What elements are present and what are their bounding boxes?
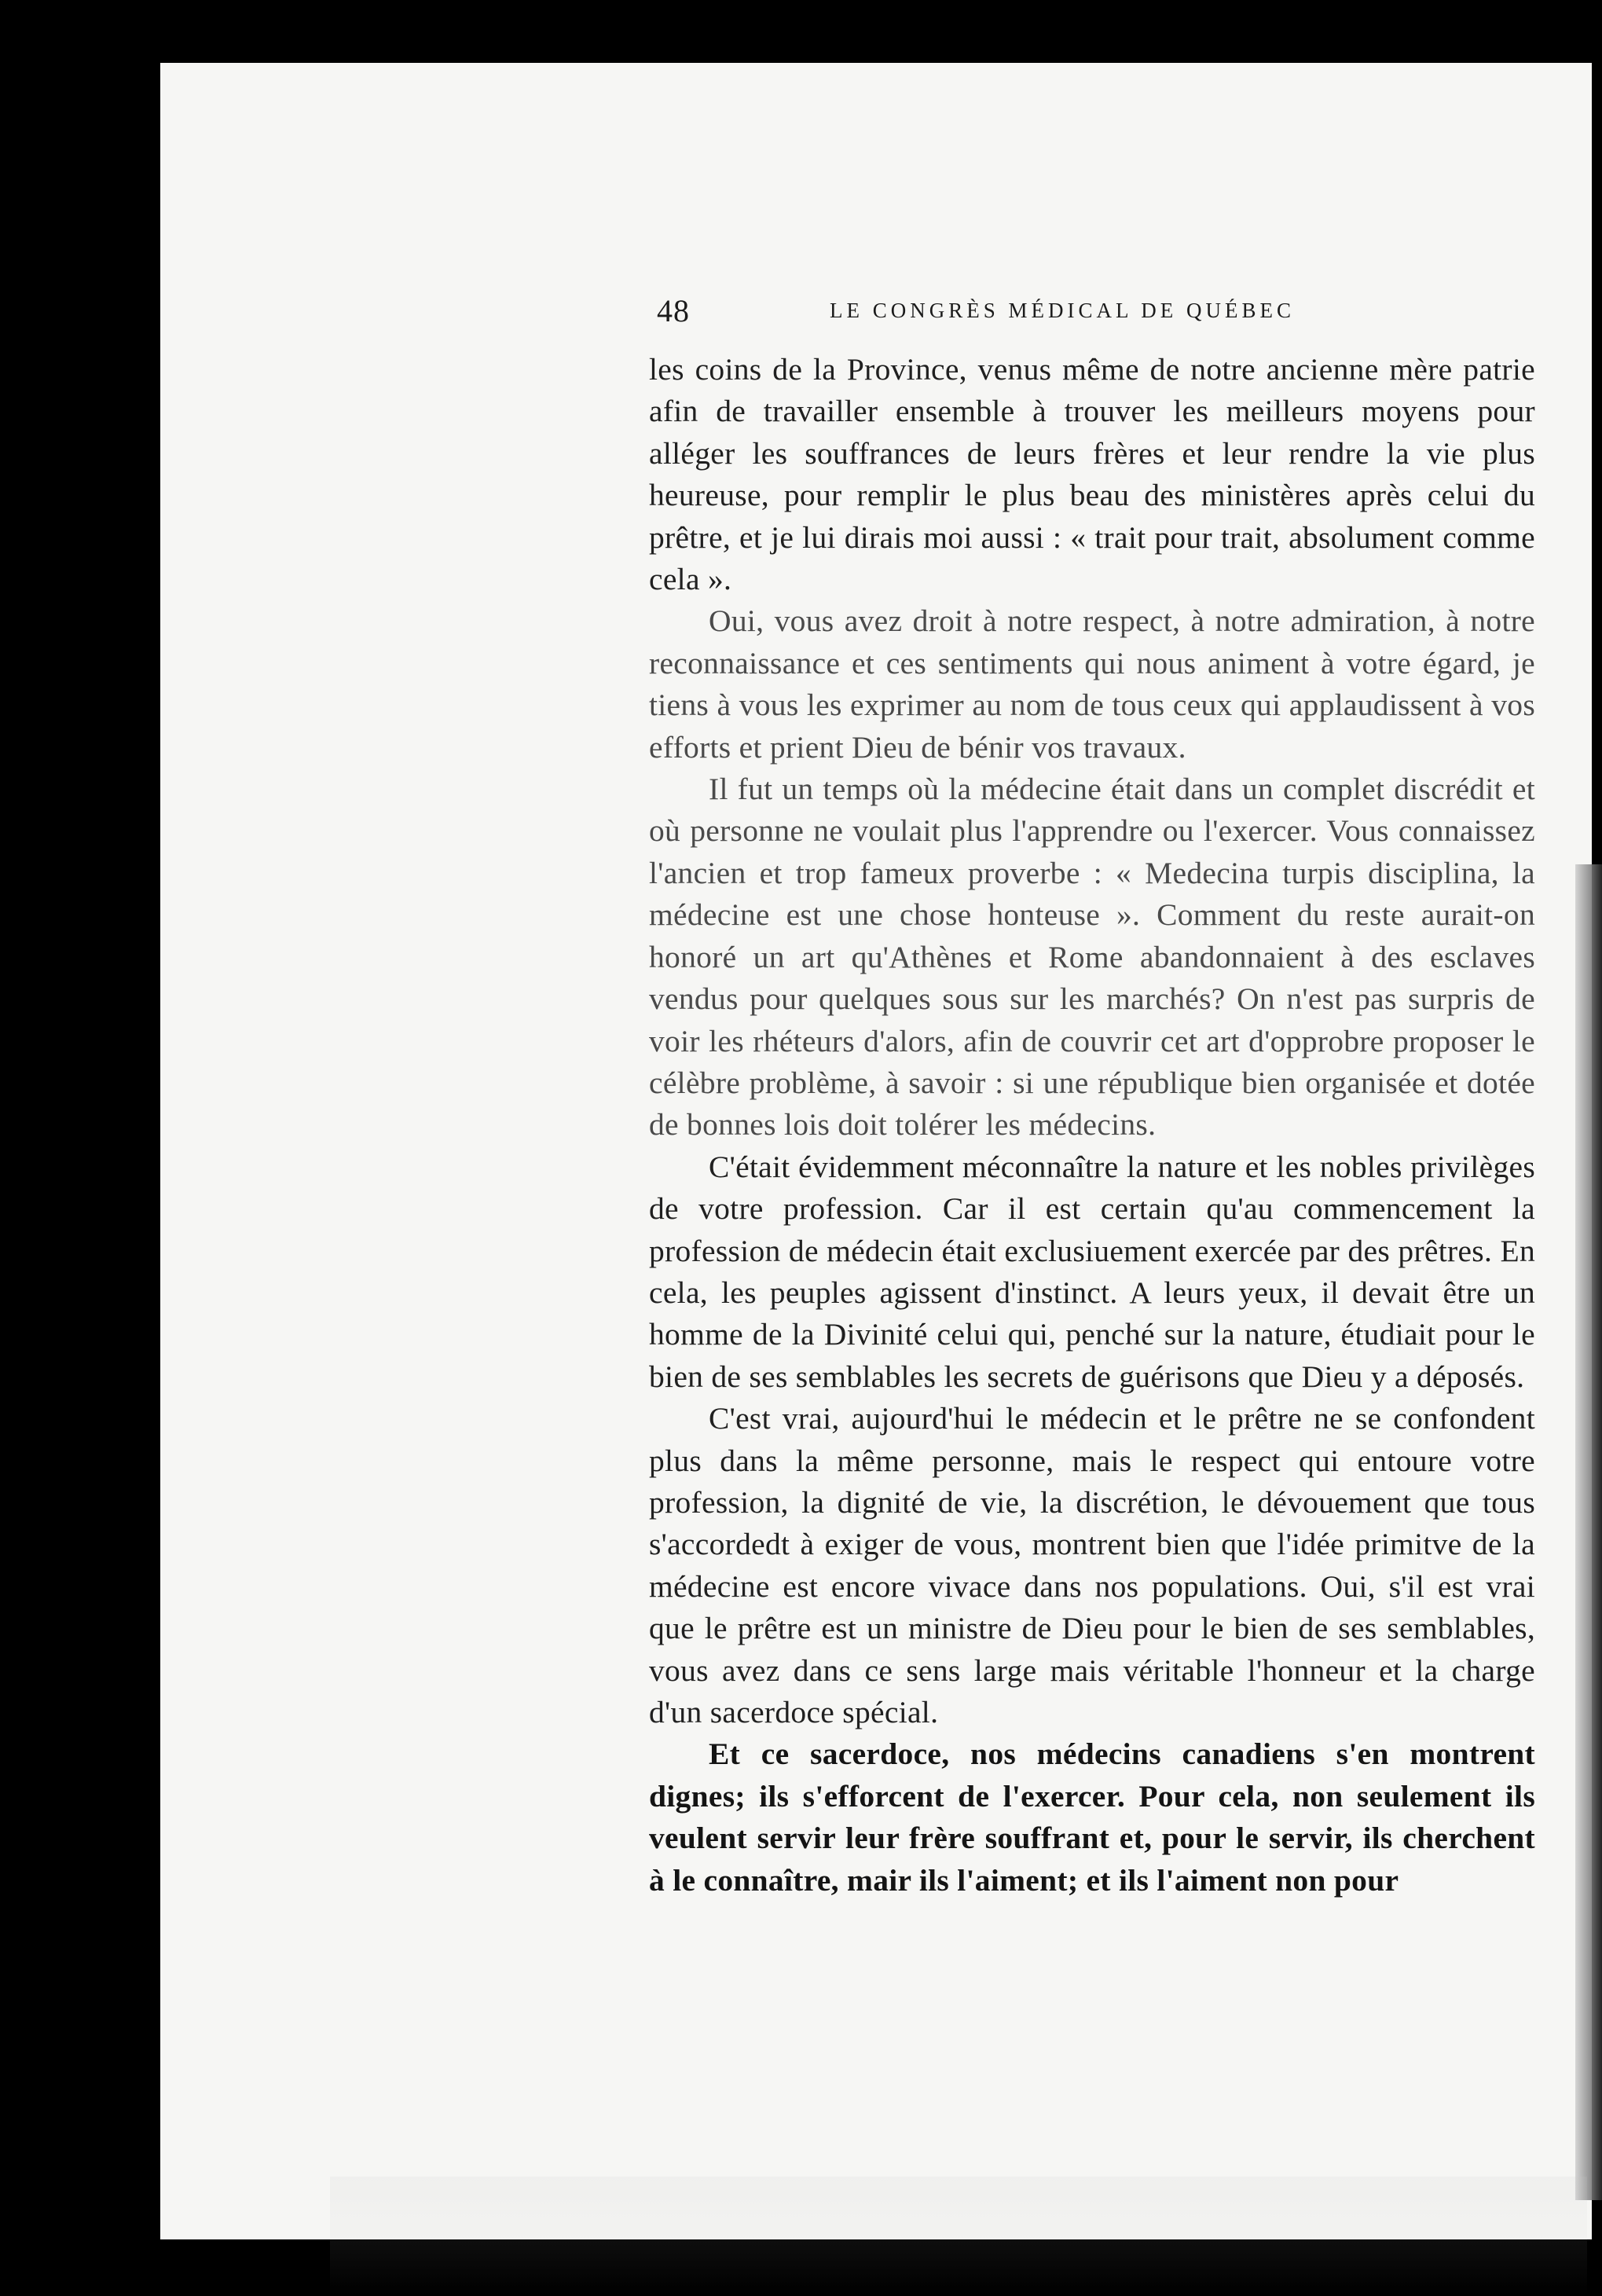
paragraph-1: les coins de la Province, venus même de notre ancienne mère patrie afin de travailler ensemble à trouver les meilleurs moyens pour alléger les souffrances de leurs frères et leur rendre la vie plus heureuse, pour remplir le plus beau des ministères après celui du prêtre, et je lui dirais moi aussi : « trait pour trait, absolument comme cela ». [649, 352, 1535, 597]
paragraph-2: Oui, vous avez droit à notre respect, à notre admiration, à notre reconnaissance et ces sentiments qui nous animent à votre égard, je tiens à vous les exprimer au nom de tous ceux qui applaudissent à vos efforts et prient Dieu de bénir vos travaux. [649, 603, 1535, 765]
page-number: 48 [657, 293, 690, 328]
page-header [657, 292, 1537, 339]
paragraph-3: Il fut un temps où la médecine était dans un complet discrédit et où personne ne voulait plus l'apprendre ou l'exercer. Vous connaissez l'ancien et trop fameux proverbe : « Medecina turpis disciplina, la médecine est une chose honteuse ». Comment du reste aurait-on honoré un art qu'Athènes et Rome abandonnaient à des esclaves vendus pour quelques sous sur les marchés? On n'est pas surpris de voir les rhéteurs d'alors, afin de couvrir cet art d'opprobre proposer le célèbre problème, à savoir : si une république bien organisée et dotée de bonnes lois doit tolérer les médecins. [649, 772, 1535, 1142]
adjacent-page-edge [1575, 864, 1602, 2200]
page-bottom-shadow [330, 2177, 1587, 2296]
paragraph-6: Et ce sacerdoce, nos médecins canadiens s'en montrent dignes; ils s'efforcent de l'exercer. Pour cela, non seulement ils veulent servir leur frère souffrant et, pour le servir, ils cherchent à le connaître, mair ils l'aiment; et ils l'aiment non pour [649, 1737, 1535, 1898]
running-title: LE CONGRÈS MÉDICAL DE QUÉBEC [830, 299, 1295, 322]
body-text [649, 349, 1535, 1902]
paragraph-5: C'est vrai, aujourd'hui le médecin et le prêtre ne se confondent plus dans la même personne, mais le respect qui entoure votre profession, la dignité de vie, la discrétion, le dévouement que tous s'accordedt à exiger de vous, montrent bien que l'idée primitve de la médecine est encore vivace dans nos populations. Oui, s'il est vrai que le prêtre est un ministre de Dieu pour le bien de ses semblables, vous avez dans ce sens large mais véritable l'honneur et la charge d'un sacerdoce spécial. [649, 1401, 1535, 1729]
paragraph-4: C'était évidemment méconnaître la nature et les nobles privilèges de votre profession. Car il est certain qu'au commencement la profession de médecin était exclusiuement exercée par des prêtres. En cela, les peuples agissent d'instinct. A leurs yeux, il devait être un homme de la Divinité celui qui, penché sur la nature, étudiait pour le bien de ses semblables les secrets de guérisons que Dieu y a déposés. [649, 1149, 1535, 1394]
